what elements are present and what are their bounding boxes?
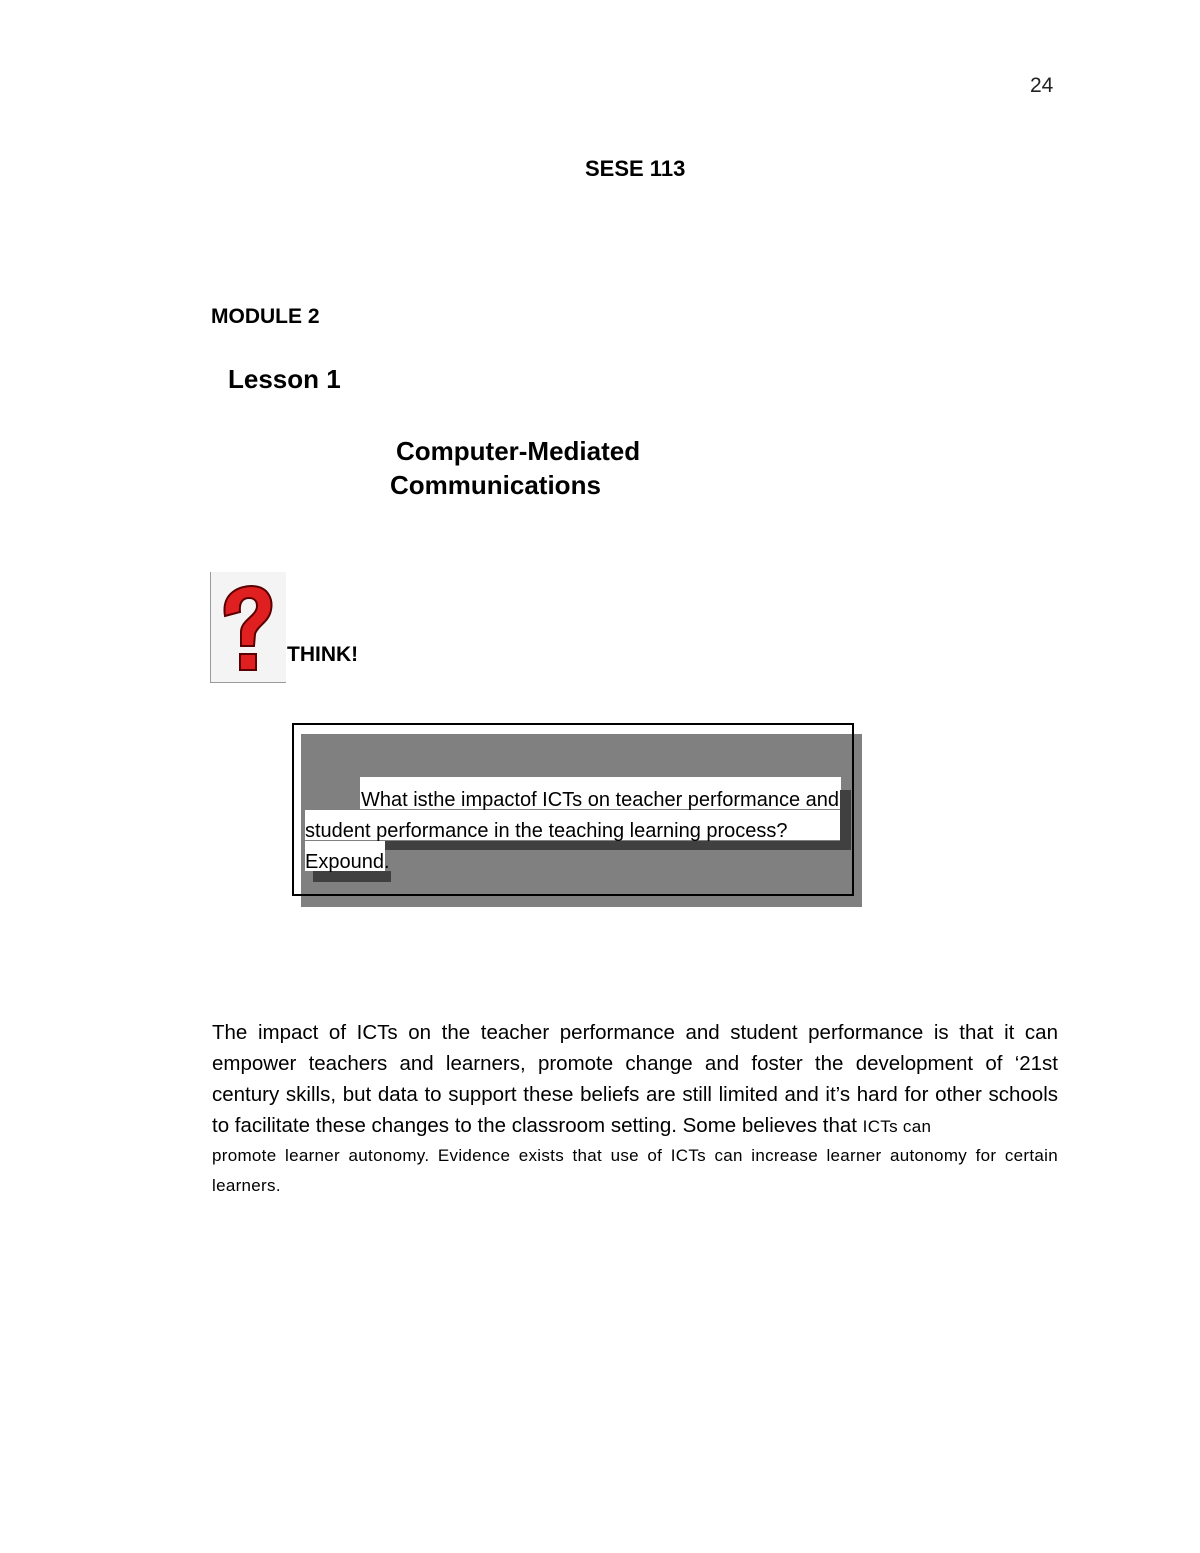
module-heading: MODULE 2: [211, 305, 320, 328]
think-question: [305, 785, 885, 878]
answer-paragraph-tail: promote learner autonomy. Evidence exists that use of ICTs can increase learner autonomy for certain learners.: [212, 1146, 1058, 1195]
question-line-3: Expound.: [305, 851, 390, 873]
answer-paragraph: [212, 1017, 1058, 1142]
page-number: 24: [1030, 74, 1054, 97]
lesson-title-line-1: Computer-Mediated: [396, 436, 641, 466]
lesson-heading: Lesson 1: [228, 364, 341, 394]
question-line-1: What isthe impactof ICTs on teacher performance and: [361, 789, 840, 811]
answer-main-text: The impact of ICTs on the teacher performance and student performance is that it can empower teachers and learners, promote change and foster the development of ‘21st century skills, but data to support these beliefs are still limited and it’s hard for other schools to facilitate these changes to the classroom setting. Some believes that: [212, 1021, 1058, 1137]
think-label: THINK!: [287, 643, 359, 666]
answer-inline-small: ICTs can: [862, 1117, 932, 1136]
lesson-title-line-2: Communications: [390, 470, 601, 500]
question-mark-icon: [210, 572, 286, 683]
question-line-2: student performance in the teaching learning process?: [305, 820, 788, 842]
course-code: SESE 113: [585, 156, 686, 181]
